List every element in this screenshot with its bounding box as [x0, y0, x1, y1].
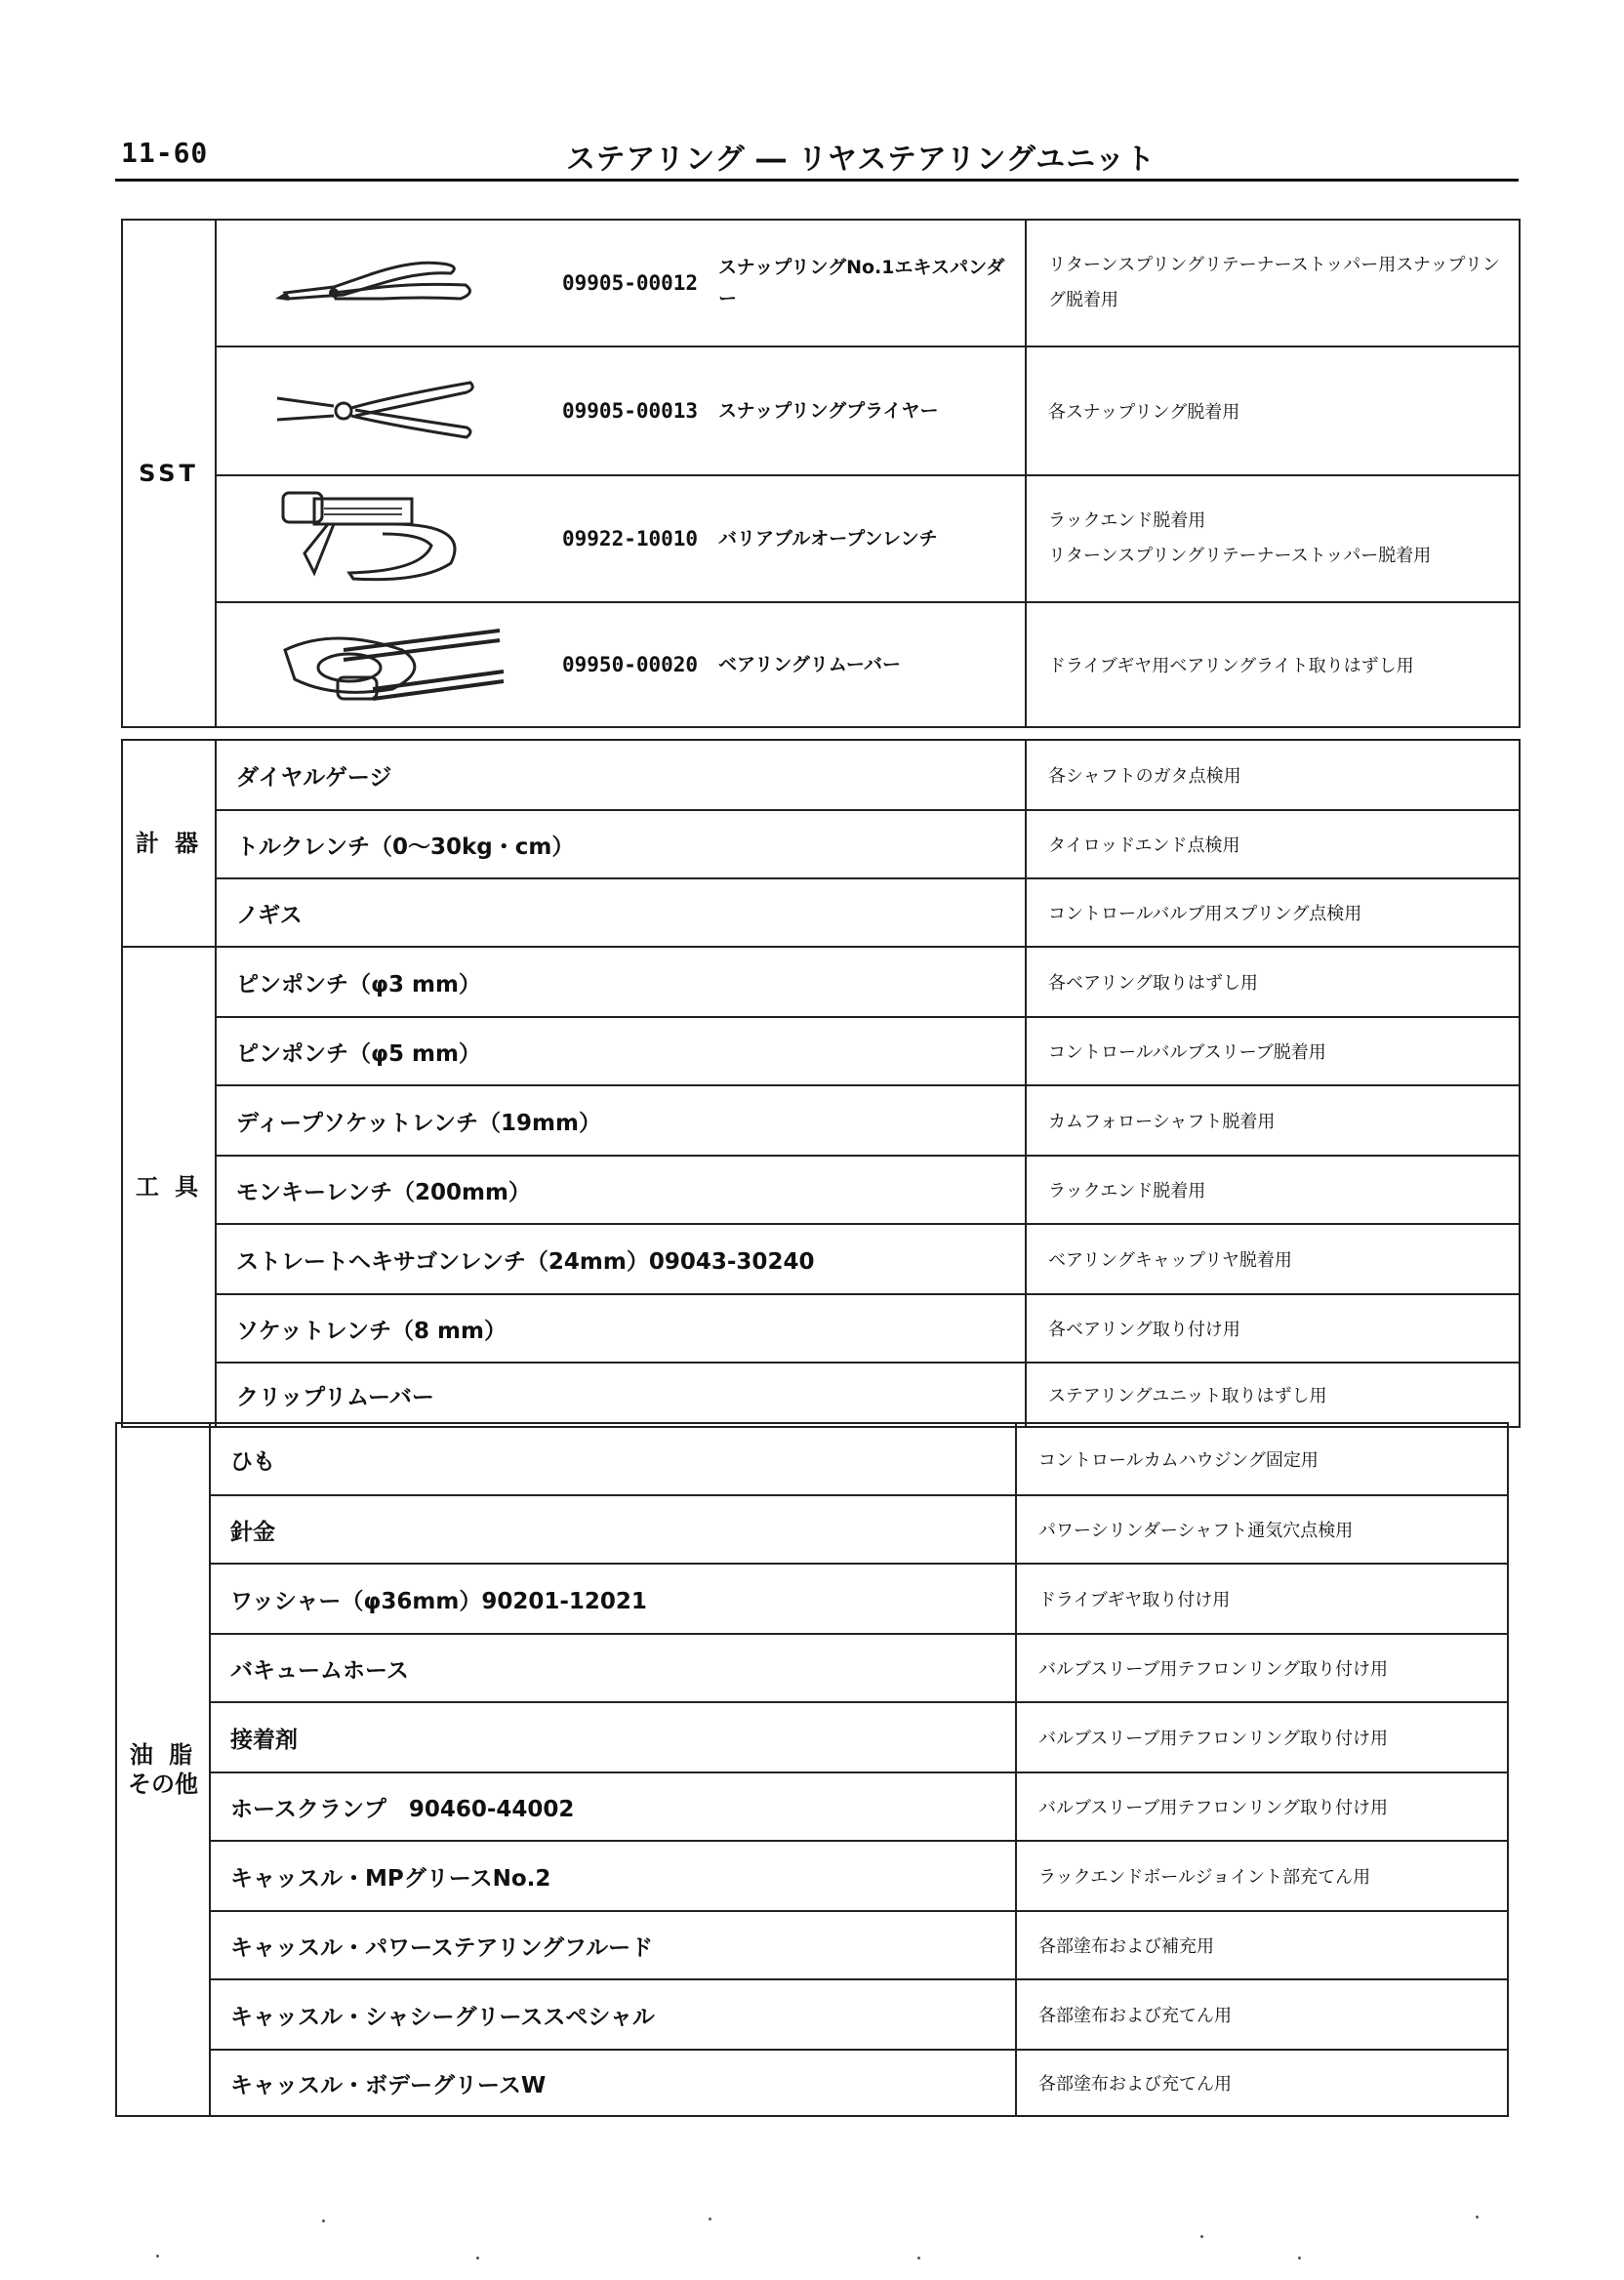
category-tools: 工 具	[122, 947, 216, 1427]
sst-item	[216, 346, 1026, 475]
category-oils-line2: その他	[128, 1771, 198, 1798]
item-use: ドライブギヤ取り付け用	[1016, 1564, 1508, 1634]
sst-item	[216, 602, 1026, 727]
item-use: 各部塗布および充てん用	[1016, 1979, 1508, 2050]
sst-use-line: リターンスプリングリテーナーストッパー脱着用	[1048, 546, 1432, 566]
item-name: モンキーレンチ（200mm）	[216, 1156, 1026, 1224]
item-use: タイロッドエンド点検用	[1026, 810, 1520, 878]
sst-use: ドライブギヤ用ベアリングライト取りはずし用	[1026, 602, 1520, 727]
table-row	[122, 220, 1520, 346]
item-name: 針金	[210, 1495, 1016, 1564]
table-row	[122, 346, 1520, 475]
table-row	[116, 2050, 1508, 2116]
table-row	[122, 1017, 1520, 1085]
scan-speck	[1200, 2235, 1203, 2238]
item-name: キャッスル・パワーステアリングフルード	[210, 1911, 1016, 1979]
item-use: ベアリングキャップリヤ脱着用	[1026, 1224, 1520, 1294]
scan-speck	[709, 2218, 711, 2220]
sst-use-line: ラックエンド脱着用	[1048, 510, 1206, 531]
item-name: ディープソケットレンチ（19mm）	[216, 1085, 1026, 1156]
item-name: ワッシャー（φ36mm）90201-12021	[210, 1564, 1016, 1634]
item-use: ラックエンド脱着用	[1026, 1156, 1520, 1224]
sst-table	[121, 219, 1521, 728]
item-use: カムフォローシャフト脱着用	[1026, 1085, 1520, 1156]
item-use: コントロールカムハウジング固定用	[1016, 1423, 1508, 1495]
sst-item	[216, 475, 1026, 602]
sst-name: ベアリングリムーバー	[718, 654, 901, 675]
item-use: コントロールバルブスリーブ脱着用	[1026, 1017, 1520, 1085]
bearing-remover-icon	[275, 621, 509, 709]
scan-speck	[917, 2257, 920, 2260]
snap-ring-pliers-icon	[275, 377, 480, 445]
sst-name: スナップリングプライヤー	[718, 400, 939, 422]
table-row	[116, 1495, 1508, 1564]
table-row	[116, 1979, 1508, 2050]
category-oils	[116, 1423, 210, 2116]
item-name: キャッスル・ボデーグリースW	[210, 2050, 1016, 2116]
item-use: コントロールバルブ用スプリング点検用	[1026, 878, 1520, 947]
category-sst: SST	[122, 220, 216, 727]
adjustable-wrench-icon	[275, 485, 470, 592]
item-name: ダイヤルゲージ	[216, 740, 1026, 810]
table-row	[116, 1634, 1508, 1702]
item-name: トルクレンチ（0～30kg・cm）	[216, 810, 1026, 878]
table-row	[122, 947, 1520, 1017]
page-title: ステアリング ― リヤステアリングユニット	[566, 142, 1157, 177]
item-name: ひも	[210, 1423, 1016, 1495]
table-row	[122, 740, 1520, 810]
item-name: ピンポンチ（φ3 mm）	[216, 947, 1026, 1017]
item-name: ストレートヘキサゴンレンチ（24mm）09043-30240	[216, 1224, 1026, 1294]
table-row	[116, 1841, 1508, 1911]
sst-name: バリアブルオープンレンチ	[718, 528, 938, 550]
table-row	[122, 1294, 1520, 1363]
snap-ring-expander-icon	[275, 254, 480, 312]
sst-code: 09922-10010	[562, 527, 699, 550]
item-name: キャッスル・MPグリースNo.2	[210, 1841, 1016, 1911]
table-row	[122, 475, 1520, 602]
table-row	[116, 1564, 1508, 1634]
table-row	[122, 1363, 1520, 1427]
item-name: 接着剤	[210, 1702, 1016, 1772]
sst-code: 09905-00012	[562, 271, 699, 295]
scan-speck	[476, 2257, 479, 2260]
sst-item	[216, 220, 1026, 346]
table-row	[122, 810, 1520, 878]
item-use: 各シャフトのガタ点検用	[1026, 740, 1520, 810]
item-use: ステアリングユニット取りはずし用	[1026, 1363, 1520, 1427]
category-instruments: 計 器	[122, 740, 216, 947]
scan-speck	[1298, 2257, 1301, 2260]
page-number: 11-60	[121, 137, 209, 169]
item-use: バルブスリーブ用テフロンリング取り付け用	[1016, 1772, 1508, 1841]
sst-code: 09905-00013	[562, 399, 699, 423]
table-row	[122, 1085, 1520, 1156]
table-row	[122, 1156, 1520, 1224]
oils-table	[115, 1422, 1509, 2117]
table-row	[122, 1224, 1520, 1294]
header-rule	[115, 179, 1519, 182]
item-name: ソケットレンチ（8 mm）	[216, 1294, 1026, 1363]
item-use: 各ベアリング取りはずし用	[1026, 947, 1520, 1017]
item-name: キャッスル・シャシーグリーススペシャル	[210, 1979, 1016, 2050]
item-name: ノギス	[216, 878, 1026, 947]
item-use: 各ベアリング取り付け用	[1026, 1294, 1520, 1363]
sst-code: 09950-00020	[562, 653, 699, 676]
item-name: バキュームホース	[210, 1634, 1016, 1702]
item-use: パワーシリンダーシャフト通気穴点検用	[1016, 1495, 1508, 1564]
table-row	[122, 602, 1520, 727]
item-use: バルブスリーブ用テフロンリング取り付け用	[1016, 1634, 1508, 1702]
item-use: 各部塗布および補充用	[1016, 1911, 1508, 1979]
item-use: バルブスリーブ用テフロンリング取り付け用	[1016, 1702, 1508, 1772]
sst-use	[1026, 475, 1520, 602]
sst-use-text: リターンスプリングリテーナーストッパー用スナップリング脱着用	[1048, 255, 1500, 310]
sst-use	[1026, 220, 1520, 346]
table-row	[116, 1423, 1508, 1495]
item-name: ホースクランプ 90460-44002	[210, 1772, 1016, 1841]
item-name: クリップリムーバー	[216, 1363, 1026, 1427]
item-use: 各部塗布および充てん用	[1016, 2050, 1508, 2116]
scan-speck	[156, 2255, 159, 2258]
instruments-tools-table	[121, 739, 1521, 1428]
item-use: ラックエンドボールジョイント部充てん用	[1016, 1841, 1508, 1911]
scan-speck	[322, 2219, 325, 2222]
table-row	[116, 1911, 1508, 1979]
table-row	[116, 1772, 1508, 1841]
category-oils-line1: 油 脂	[129, 1741, 197, 1769]
sst-use: 各スナップリング脱着用	[1026, 346, 1520, 475]
scan-speck	[1476, 2216, 1479, 2219]
table-row	[122, 878, 1520, 947]
table-row	[116, 1702, 1508, 1772]
sst-name: スナップリングNo.1エキスパンダー	[718, 257, 1005, 309]
item-name: ピンポンチ（φ5 mm）	[216, 1017, 1026, 1085]
